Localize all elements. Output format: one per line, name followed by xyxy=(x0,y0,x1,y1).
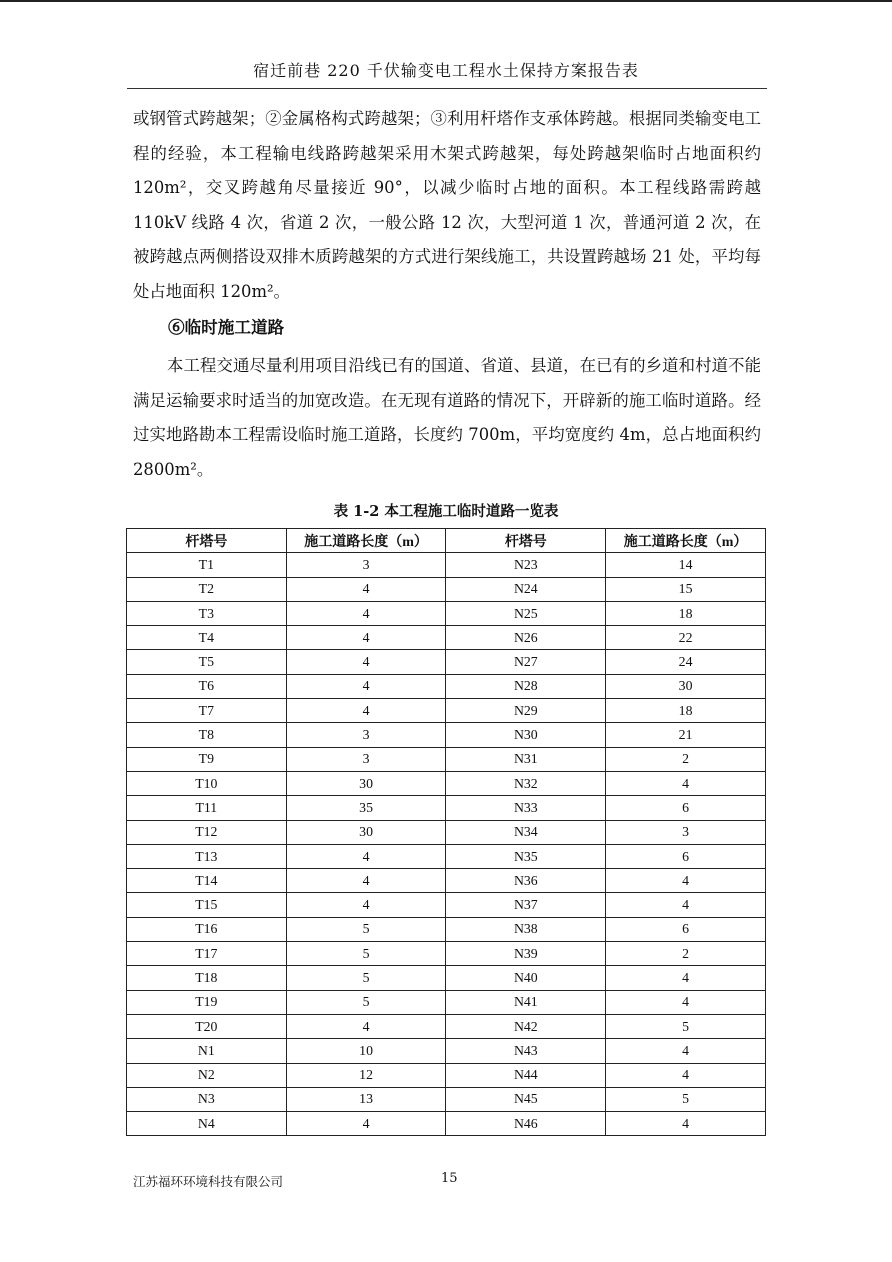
page-number: 15 xyxy=(441,1171,458,1186)
cell-road-length: 4 xyxy=(606,966,766,990)
table-row xyxy=(127,1014,766,1038)
table-row xyxy=(127,723,766,747)
table-row xyxy=(127,990,766,1014)
cell-road-length: 4 xyxy=(606,1063,766,1087)
table-row xyxy=(127,674,766,698)
cell-road-length: 5 xyxy=(606,1014,766,1038)
cell-road-length: 35 xyxy=(286,796,446,820)
cell-tower-no: T14 xyxy=(127,869,287,893)
table-row xyxy=(127,966,766,990)
cell-tower-no: T10 xyxy=(127,771,287,795)
cell-tower-no: N43 xyxy=(446,1039,606,1063)
cell-tower-no: T13 xyxy=(127,844,287,868)
cell-tower-no: N39 xyxy=(446,942,606,966)
cell-tower-no: T19 xyxy=(127,990,287,1014)
header-tower-no-1: 杆塔号 xyxy=(127,529,287,553)
cell-road-length: 4 xyxy=(286,650,446,674)
table-caption: 表 1-2 本工程施工临时道路一览表 xyxy=(333,503,559,520)
cell-tower-no: T18 xyxy=(127,966,287,990)
cell-road-length: 21 xyxy=(606,723,766,747)
cell-road-length: 4 xyxy=(606,771,766,795)
cell-road-length: 10 xyxy=(286,1039,446,1063)
table-row xyxy=(127,577,766,601)
cell-tower-no: N30 xyxy=(446,723,606,747)
cell-tower-no: N25 xyxy=(446,601,606,625)
table-row xyxy=(127,893,766,917)
table-row xyxy=(127,796,766,820)
table-row xyxy=(127,650,766,674)
cell-tower-no: T11 xyxy=(127,796,287,820)
cell-road-length: 13 xyxy=(286,1087,446,1111)
cell-road-length: 2 xyxy=(606,942,766,966)
cell-road-length: 15 xyxy=(606,577,766,601)
cell-tower-no: T16 xyxy=(127,917,287,941)
cell-road-length: 5 xyxy=(606,1087,766,1111)
cell-tower-no: N42 xyxy=(446,1014,606,1038)
cell-road-length: 4 xyxy=(606,1039,766,1063)
cell-road-length: 6 xyxy=(606,796,766,820)
cell-tower-no: T2 xyxy=(127,577,287,601)
table-row xyxy=(127,869,766,893)
cell-tower-no: N29 xyxy=(446,699,606,723)
cell-tower-no: T17 xyxy=(127,942,287,966)
cell-road-length: 22 xyxy=(606,626,766,650)
cell-road-length: 3 xyxy=(606,820,766,844)
cell-road-length: 4 xyxy=(286,844,446,868)
cell-tower-no: N45 xyxy=(446,1087,606,1111)
cell-road-length: 4 xyxy=(286,893,446,917)
cell-tower-no: N23 xyxy=(446,553,606,577)
cell-tower-no: N31 xyxy=(446,747,606,771)
cell-tower-no: T4 xyxy=(127,626,287,650)
cell-tower-no: N4 xyxy=(127,1112,287,1136)
cell-tower-no: N37 xyxy=(446,893,606,917)
footer-company: 江苏福环环境科技有限公司 xyxy=(133,1174,284,1189)
table-row xyxy=(127,917,766,941)
cell-road-length: 5 xyxy=(286,917,446,941)
cell-tower-no: T1 xyxy=(127,553,287,577)
table-row xyxy=(127,699,766,723)
cell-road-length: 4 xyxy=(286,626,446,650)
temp-road-table xyxy=(126,528,766,1136)
cell-tower-no: T9 xyxy=(127,747,287,771)
cell-tower-no: T20 xyxy=(127,1014,287,1038)
cell-road-length: 4 xyxy=(606,990,766,1014)
table-row xyxy=(127,771,766,795)
cell-road-length: 5 xyxy=(286,990,446,1014)
table-row xyxy=(127,553,766,577)
cell-road-length: 3 xyxy=(286,553,446,577)
cell-road-length: 14 xyxy=(606,553,766,577)
cell-road-length: 4 xyxy=(286,577,446,601)
page-header-title: 宿迁前巷 220 千伏输变电工程水土保持方案报告表 xyxy=(253,61,639,80)
table-row xyxy=(127,1087,766,1111)
cell-road-length: 4 xyxy=(286,601,446,625)
table-header-row xyxy=(127,529,766,553)
header-rule xyxy=(127,88,767,89)
table-row xyxy=(127,1063,766,1087)
cell-road-length: 5 xyxy=(286,942,446,966)
header-tower-no-2: 杆塔号 xyxy=(446,529,606,553)
cell-tower-no: N27 xyxy=(446,650,606,674)
cell-tower-no: N44 xyxy=(446,1063,606,1087)
cell-road-length: 4 xyxy=(286,1112,446,1136)
cell-tower-no: T12 xyxy=(127,820,287,844)
cell-road-length: 3 xyxy=(286,723,446,747)
cell-tower-no: T15 xyxy=(127,893,287,917)
table-row xyxy=(127,820,766,844)
cell-tower-no: T6 xyxy=(127,674,287,698)
cell-tower-no: N38 xyxy=(446,917,606,941)
cell-tower-no: T7 xyxy=(127,699,287,723)
cell-tower-no: N24 xyxy=(446,577,606,601)
section-heading-temp-roads: ⑥临时施工道路 xyxy=(168,317,285,337)
cell-road-length: 4 xyxy=(286,1014,446,1038)
table-row xyxy=(127,942,766,966)
cell-road-length: 18 xyxy=(606,699,766,723)
cell-road-length: 18 xyxy=(606,601,766,625)
cell-road-length: 3 xyxy=(286,747,446,771)
cell-road-length: 30 xyxy=(286,820,446,844)
cell-road-length: 4 xyxy=(286,699,446,723)
table-row xyxy=(127,1039,766,1063)
cell-tower-no: N32 xyxy=(446,771,606,795)
top-border-line xyxy=(0,0,892,2)
cell-road-length: 2 xyxy=(606,747,766,771)
paragraph-temp-roads: 本工程交通尽量利用项目沿线已有的国道、省道、县道，在已有的乡道和村道不能满足运输要求时适当的加宽改造。在无现有道路的情况下，开辟新的施工临时道路。经过实地路勘本工程需设临时施工道路，长度约 700m，平均宽度约 4m，总占地面积约 2800m²。 xyxy=(133,356,761,479)
table-row xyxy=(127,844,766,868)
cell-road-length: 6 xyxy=(606,917,766,941)
cell-tower-no: T5 xyxy=(127,650,287,674)
table-row xyxy=(127,601,766,625)
cell-road-length: 6 xyxy=(606,844,766,868)
table-row xyxy=(127,626,766,650)
paragraph-crossing-frames: 或钢管式跨越架；②金属格构式跨越架；③利用杆塔作支承体跨越。根据同类输变电工程的经验，本工程输电线路跨越架采用木架式跨越架，每处跨越架临时占地面积约 120m²，交叉跨越角尽量接近 90°，以减少临时占地的面积。本工程线路需跨越 110kV 线路 4 次，省道 2 次，一般公路 12 次，大型河道 1 次，普通河道 2 次，在被跨越点两侧搭设双排木质跨越架的方式进行架线施工，共设置跨越场 21 处，平均每处占地面积 120m²。 xyxy=(133,109,761,301)
cell-road-length: 4 xyxy=(286,869,446,893)
cell-road-length: 12 xyxy=(286,1063,446,1087)
cell-road-length: 4 xyxy=(606,869,766,893)
cell-road-length: 5 xyxy=(286,966,446,990)
cell-tower-no: N41 xyxy=(446,990,606,1014)
cell-tower-no: N2 xyxy=(127,1063,287,1087)
header-road-length-1: 施工道路长度（m） xyxy=(286,529,446,553)
cell-tower-no: N46 xyxy=(446,1112,606,1136)
cell-road-length: 4 xyxy=(606,893,766,917)
cell-tower-no: T3 xyxy=(127,601,287,625)
cell-tower-no: T8 xyxy=(127,723,287,747)
cell-road-length: 30 xyxy=(286,771,446,795)
cell-tower-no: N3 xyxy=(127,1087,287,1111)
cell-tower-no: N28 xyxy=(446,674,606,698)
cell-road-length: 30 xyxy=(606,674,766,698)
header-road-length-2: 施工道路长度（m） xyxy=(606,529,766,553)
table-row xyxy=(127,1112,766,1136)
cell-tower-no: N33 xyxy=(446,796,606,820)
cell-tower-no: N26 xyxy=(446,626,606,650)
cell-tower-no: N35 xyxy=(446,844,606,868)
cell-tower-no: N1 xyxy=(127,1039,287,1063)
cell-road-length: 24 xyxy=(606,650,766,674)
cell-road-length: 4 xyxy=(286,674,446,698)
cell-road-length: 4 xyxy=(606,1112,766,1136)
cell-tower-no: N40 xyxy=(446,966,606,990)
cell-tower-no: N34 xyxy=(446,820,606,844)
table-row xyxy=(127,747,766,771)
cell-tower-no: N36 xyxy=(446,869,606,893)
